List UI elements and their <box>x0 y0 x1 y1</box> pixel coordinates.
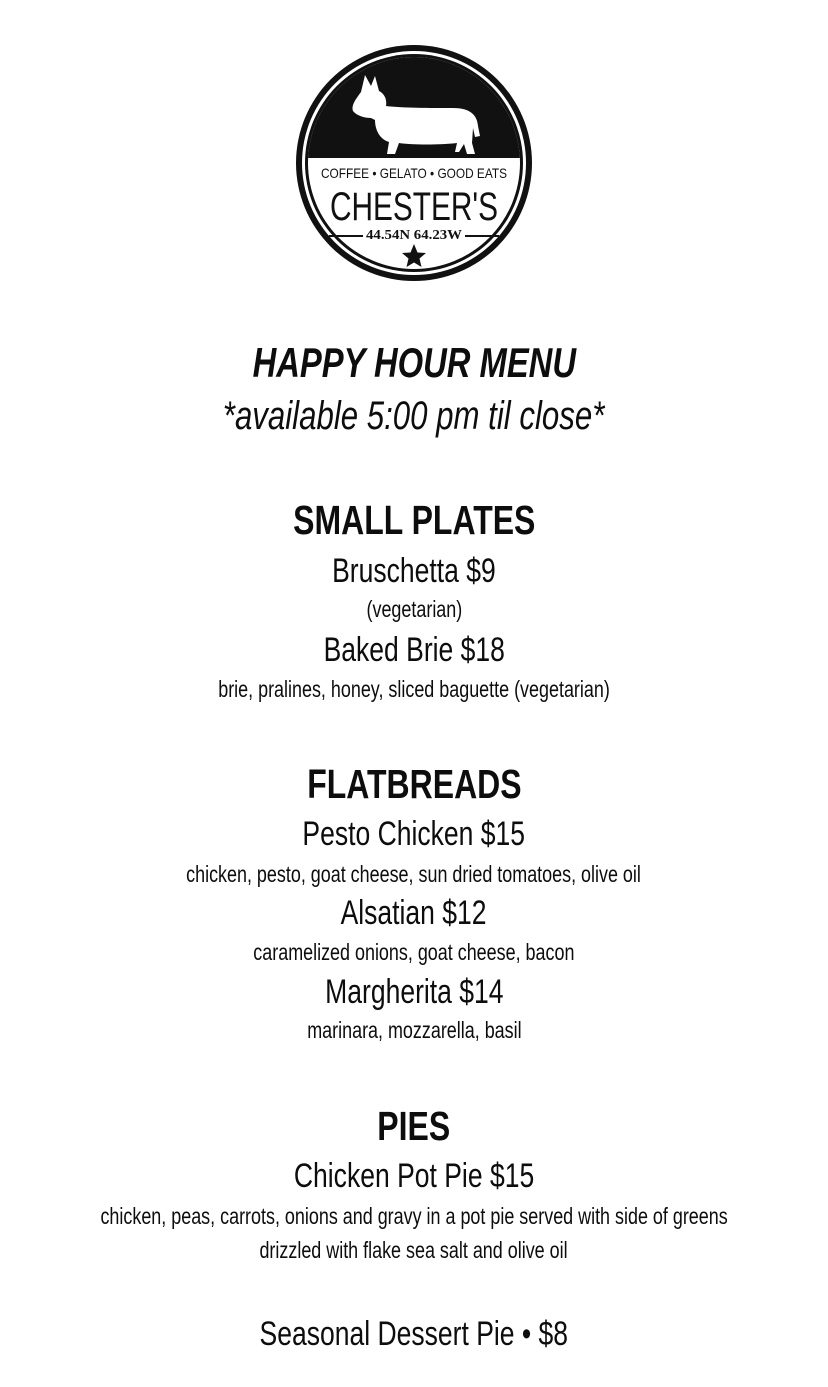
menu-item-description: chicken, pesto, goat cheese, sun dried tomatoes, olive oil <box>186 861 642 887</box>
chesters-logo <box>291 44 537 282</box>
section-title-pies: PIES <box>377 1103 451 1149</box>
menu-item-bruschetta: Bruschetta $9 <box>332 552 496 590</box>
menu-item-description: chicken, peas, carrots, onions and gravy in a pot pie served with side of greens <box>100 1203 728 1229</box>
menu-item-margherita: Margherita $14 <box>324 973 504 1011</box>
section-title-flatbreads: FLATBREADS <box>306 761 522 807</box>
menu-item-baked-brie: Baked Brie $18 <box>323 631 505 669</box>
menu-item-alsatian: Alsatian $12 <box>341 894 487 932</box>
menu-title: HAPPY HOUR MENU <box>252 339 576 386</box>
menu-item-seasonal-dessert-pie: Seasonal Dessert Pie • $8 <box>259 1315 569 1353</box>
menu-subtitle: *available 5:00 pm til close* <box>223 394 605 438</box>
menu-item-pesto-chicken: Pesto Chicken $15 <box>302 815 526 853</box>
logo-tagline: COFFEE • GELATO • GOOD EATS <box>321 165 507 181</box>
menu-item-description: brie, pralines, honey, sliced baguette (vegetarian) <box>218 676 610 702</box>
logo-coordinates: 44.54N 64.23W <box>366 228 462 243</box>
menu-item-description-continued: drizzled with flake sea salt and olive oil <box>259 1237 569 1263</box>
logo-brand: CHESTER'S <box>330 185 498 229</box>
menu-item-description: (vegetarian) <box>366 596 462 622</box>
menu-item-description: marinara, mozzarella, basil <box>306 1017 522 1043</box>
menu-item-description: caramelized onions, goat cheese, bacon <box>253 939 575 965</box>
section-title-small-plates: SMALL PLATES <box>292 497 536 543</box>
menu-item-chicken-pot-pie: Chicken Pot Pie $15 <box>293 1157 535 1195</box>
